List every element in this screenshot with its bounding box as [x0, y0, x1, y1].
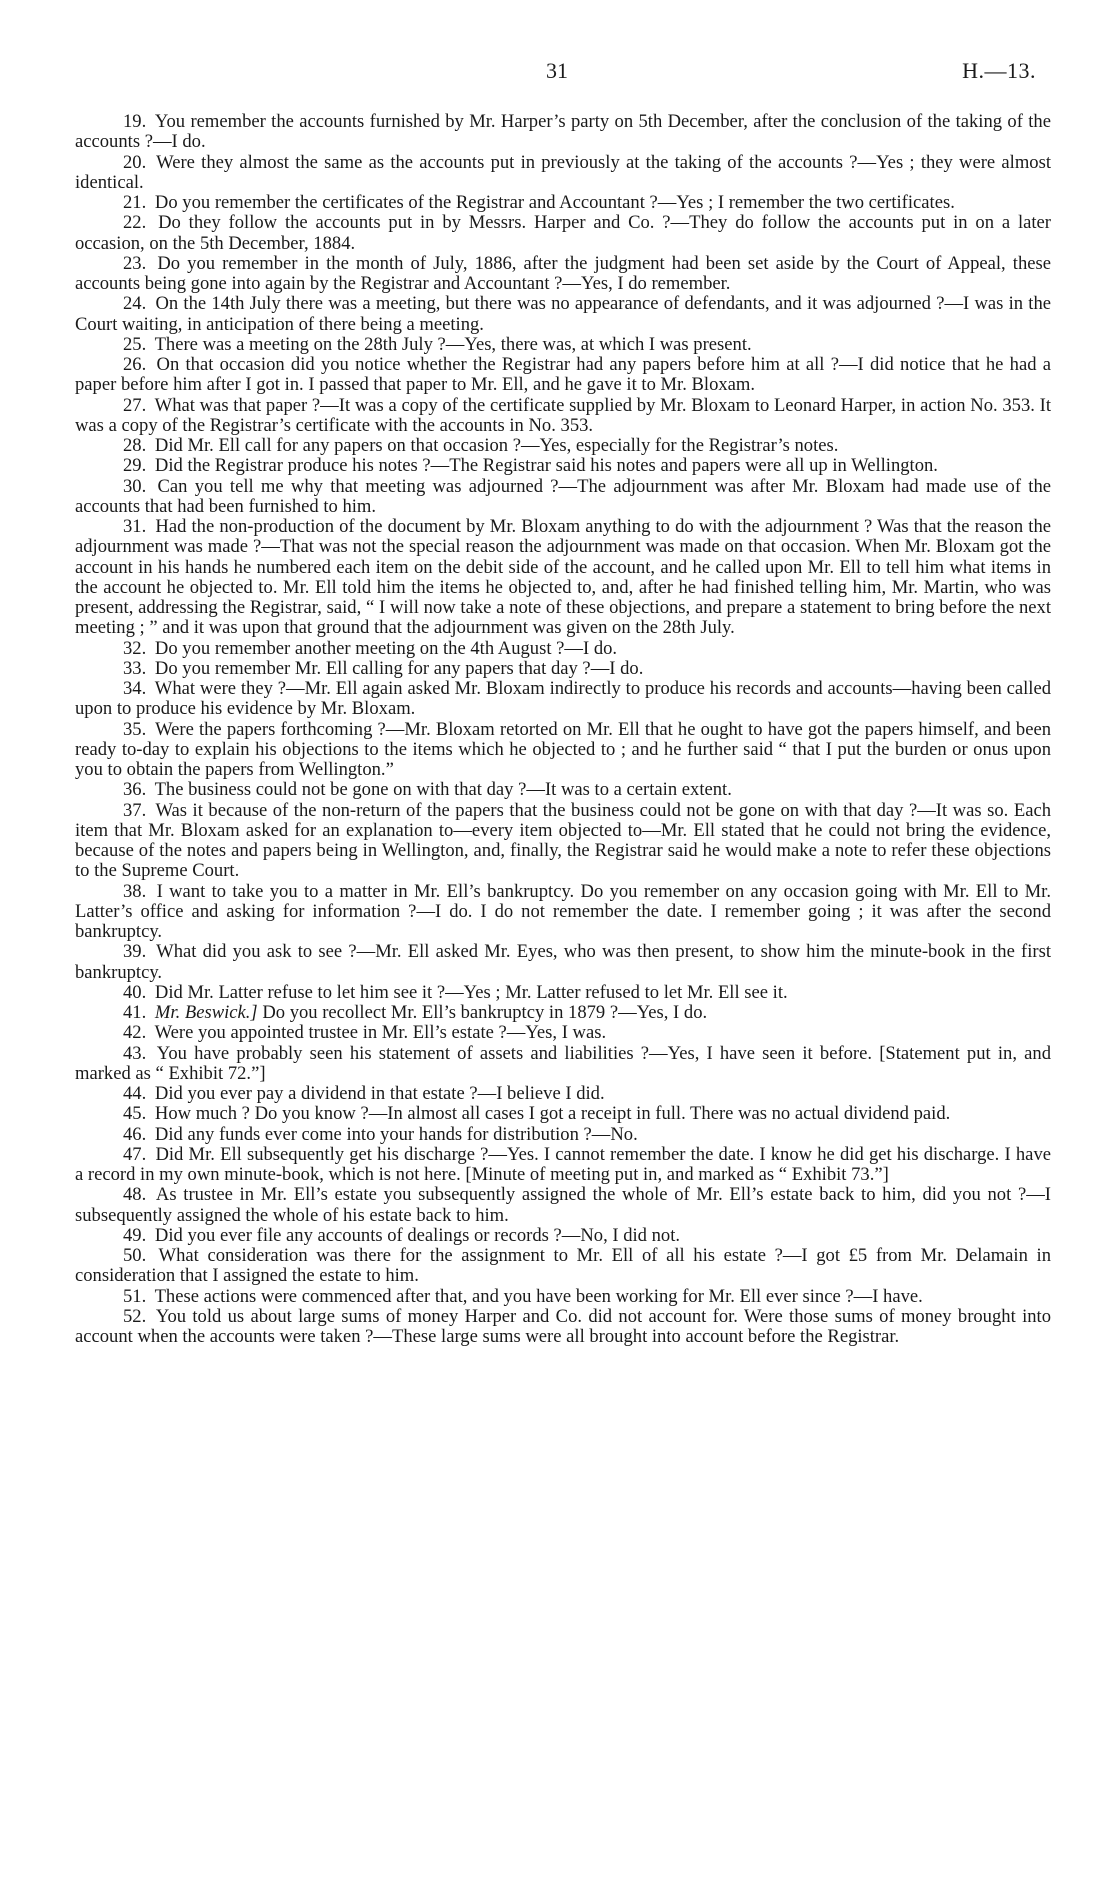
speaker-name: Mr. Beswick.]	[154, 1002, 258, 1023]
question-text: Had the non-production of the document by Mr. Bloxam anything to do with the adjournment ? Was that the reason the adjournment was made ?—That was not the special reason the adjournment was made on that occasion. When Mr. Bloxam got the account in his hands he numbered each item on the debit side of the account, and he called upon Mr. Ell to tell him what items in the account he objected to. Mr. Ell told him the items he objected to, and, after he had finished telling him, Mr. Martin, who was present, addressing the Registrar, said, “ I will now take a note of these objections, and prepare a statement to bring before the next meeting ; ” and it was upon that ground that the adjournment was given on the 28th July.	[75, 516, 1051, 639]
question-text: These actions were commenced after that, and you have been working for Mr. Ell ever since ?—I have.	[154, 1285, 923, 1307]
question-number: 45.	[123, 1103, 147, 1125]
question-text: What were they ?—Mr. Ell again asked Mr. Bloxam indirectly to produce his records and accounts—having been called upon to produce his evidence by Mr. Bloxam.	[75, 678, 1051, 720]
question-paragraph	[75, 639, 1051, 659]
question-paragraph	[75, 882, 1051, 943]
question-text: Do they follow the accounts put in by Messrs. Harper and Co. ?—They do follow the accounts put in on a later occasion, on the 5th December, 1884.	[75, 212, 1051, 254]
question-paragraph	[75, 1226, 1051, 1246]
question-number: 33.	[123, 657, 147, 679]
document-body	[75, 112, 1051, 1347]
question-number: 43.	[123, 1042, 147, 1064]
question-number: 32.	[123, 637, 147, 659]
question-text: The business could not be gone on with that day ?—It was to a certain extent.	[154, 779, 732, 801]
question-text: Do you remember Mr. Ell calling for any papers that day ?—I do.	[154, 657, 644, 679]
question-paragraph	[75, 436, 1051, 456]
question-number: 37.	[123, 799, 147, 821]
question-number: 26.	[123, 354, 147, 375]
question-text: Were they almost the same as the accounts put in previously at the taking of the accounts ?—Yes ; they were almost identical.	[75, 151, 1052, 193]
question-number: 49.	[123, 1224, 147, 1246]
question-number: 31.	[123, 516, 147, 537]
question-number: 42.	[123, 1022, 147, 1044]
question-text: As trustee in Mr. Ell’s estate you subsequently assigned the whole of Mr. Ell’s estate back to him, did you not ?—I subsequently assigned the whole of his estate back to him.	[75, 1184, 1051, 1226]
question-text: There was a meeting on the 28th July ?—Yes, there was, at which I was present.	[154, 333, 752, 355]
question-text: Was it because of the non-return of the papers that the business could not be gone on with that day ?—It was so. Each item that Mr. Bloxam asked for an explanation to—every item objected to—Mr. Ell stated that he could not bring the evidence, because of the notes and papers being in Wellington, and, finally, the Registrar said he would make a note to refer these objections to the Supreme Court.	[75, 799, 1051, 882]
question-number: 46.	[123, 1123, 147, 1145]
question-text: I want to take you to a matter in Mr. Ell’s bankruptcy. Do you remember on any occasion going with Mr. Ell to Mr. Latter’s office and asking for information ?—I do. I do not remember the date. I remember going ; it was after the second bankruptcy.	[75, 880, 1051, 942]
question-paragraph	[75, 1185, 1051, 1226]
question-text: On the 14th July there was a meeting, but there was no appearance of defendants, and it was adjourned ?—I was in the Court waiting, in anticipation of there being a meeting.	[75, 293, 1051, 335]
question-paragraph	[75, 659, 1051, 679]
question-number: 29.	[123, 455, 147, 477]
question-text: Do you remember another meeting on the 4th August ?—I do.	[154, 637, 618, 659]
question-number: 20.	[123, 151, 147, 173]
question-paragraph	[75, 254, 1051, 295]
question-paragraph	[75, 1125, 1051, 1145]
question-paragraph	[75, 1104, 1051, 1124]
page-header	[0, 58, 1114, 88]
question-number: 19.	[123, 111, 147, 132]
question-number: 22.	[123, 212, 147, 234]
question-text: Do you remember in the month of July, 1886, after the judgment had been set aside by the Court of Appeal, these accounts being gone into again by the Registrar and Accountant ?—Yes, I do remember.	[75, 252, 1051, 294]
question-paragraph	[75, 355, 1051, 396]
question-paragraph	[75, 1246, 1051, 1287]
question-number: 28.	[123, 435, 147, 456]
question-number: 34.	[123, 678, 147, 699]
question-paragraph	[75, 1003, 1051, 1023]
question-number: 50.	[123, 1245, 147, 1266]
question-paragraph	[75, 456, 1051, 476]
question-text: You have probably seen his statement of assets and liabilities ?—Yes, I have seen it before. [Statement put in, and marked as “ Exhibit 72.”]	[75, 1042, 1052, 1084]
question-paragraph	[75, 112, 1051, 153]
question-text: Were you appointed trustee in Mr. Ell’s estate ?—Yes, I was.	[154, 1022, 607, 1044]
question-number: 30.	[123, 475, 147, 497]
question-number: 25.	[123, 333, 147, 355]
question-text: Did the Registrar produce his notes ?—The Registrar said his notes and papers were all up in Wellington.	[154, 455, 938, 477]
question-paragraph	[75, 213, 1051, 254]
question-paragraph	[75, 720, 1051, 781]
question-paragraph	[75, 517, 1051, 639]
question-paragraph	[75, 396, 1051, 437]
question-number: 38.	[123, 880, 147, 902]
question-number: 48.	[123, 1184, 147, 1206]
question-number: 41.	[123, 1002, 147, 1023]
question-paragraph	[75, 1084, 1051, 1104]
question-number: 39.	[123, 941, 147, 963]
question-paragraph	[75, 780, 1051, 800]
question-paragraph	[75, 193, 1051, 213]
question-text: You remember the accounts furnished by Mr. Harper’s party on 5th December, after the conclusion of the taking of the accounts ?—I do.	[75, 111, 1051, 153]
question-paragraph	[75, 1023, 1051, 1043]
question-paragraph	[75, 1145, 1051, 1186]
question-text: Do you recollect Mr. Ell’s bankruptcy in 1879 ?—Yes, I do.	[262, 1002, 708, 1023]
question-text: What did you ask to see ?—Mr. Ell asked Mr. Eyes, who was then present, to show him the minute-book in the first bankruptcy.	[75, 941, 1051, 983]
question-number: 21.	[123, 192, 147, 213]
question-text: Were the papers forthcoming ?—Mr. Bloxam retorted on Mr. Ell that he ought to have got the papers himself, and been ready to-day to explain his objections to the items which he objected to ; and he further said “ that I put the burden or onus upon you to obtain the papers from Wellington.”	[75, 718, 1052, 780]
question-number: 52.	[123, 1305, 147, 1327]
question-paragraph	[75, 1307, 1051, 1348]
question-text: What consideration was there for the assignment to Mr. Ell of all his estate ?—I got £5 from Mr. Delamain in consideration that I assigned the estate to him.	[75, 1245, 1051, 1287]
page-number: 31	[546, 58, 568, 83]
question-paragraph	[75, 294, 1051, 335]
question-paragraph	[75, 801, 1051, 882]
question-text: Did any funds ever come into your hands for distribution ?—No.	[154, 1123, 638, 1145]
question-text: Did you ever pay a dividend in that estate ?—I believe I did.	[154, 1083, 605, 1104]
question-number: 44.	[123, 1083, 147, 1104]
question-text: Did you ever file any accounts of dealings or records ?—No, I did not.	[154, 1224, 681, 1246]
question-number: 27.	[123, 394, 147, 416]
question-text: What was that paper ?—It was a copy of the certificate supplied by Mr. Bloxam to Leonard Harper, in action No. 353. It was a copy of the Registrar’s certificate with the accounts in No. 353.	[75, 394, 1052, 436]
question-text: How much ? Do you know ?—In almost all cases I got a receipt in full. There was no actual dividend paid.	[154, 1103, 951, 1125]
question-number: 40.	[123, 981, 147, 1003]
question-number: 24.	[123, 293, 147, 315]
question-paragraph	[75, 983, 1051, 1003]
question-number: 47.	[123, 1143, 147, 1165]
question-paragraph	[75, 1044, 1051, 1085]
question-text: On that occasion did you notice whether the Registrar had any papers before him at all ?—I did notice that he had a paper before him after I got in. I passed that paper to Mr. Ell, and he gave it to Mr. Bloxam.	[75, 354, 1052, 396]
question-number: 36.	[123, 779, 147, 801]
question-paragraph	[75, 679, 1051, 720]
question-number: 35.	[123, 718, 147, 740]
question-paragraph	[75, 942, 1051, 983]
question-number: 51.	[123, 1285, 147, 1307]
question-text: You told us about large sums of money Harper and Co. did not account for. Were those sums of money brought into account when the accounts were taken ?—These large sums were all brought into account before the Registrar.	[75, 1305, 1051, 1347]
question-text: Can you tell me why that meeting was adjourned ?—The adjournment was after Mr. Bloxam had made use of the accounts that had been furnished to him.	[75, 475, 1052, 517]
document-reference: H.—13.	[962, 58, 1036, 83]
question-paragraph	[75, 335, 1051, 355]
question-text: Did Mr. Ell call for any papers on that occasion ?—Yes, especially for the Registrar’s notes.	[154, 435, 839, 456]
question-paragraph	[75, 477, 1051, 518]
question-paragraph	[75, 1287, 1051, 1307]
question-text: Did Mr. Ell subsequently get his discharge ?—Yes. I cannot remember the date. I know he did get his discharge. I have a record in my own minute-book, which is not here. [Minute of meeting put in, and marked as “ Exhibit 73.”]	[75, 1143, 1051, 1185]
question-number: 23.	[123, 252, 147, 274]
question-paragraph	[75, 153, 1051, 194]
question-text: Do you remember the certificates of the Registrar and Accountant ?—Yes ; I remember the two certificates.	[154, 192, 955, 213]
question-text: Did Mr. Latter refuse to let him see it ?—Yes ; Mr. Latter refused to let Mr. Ell see it.	[154, 981, 788, 1003]
